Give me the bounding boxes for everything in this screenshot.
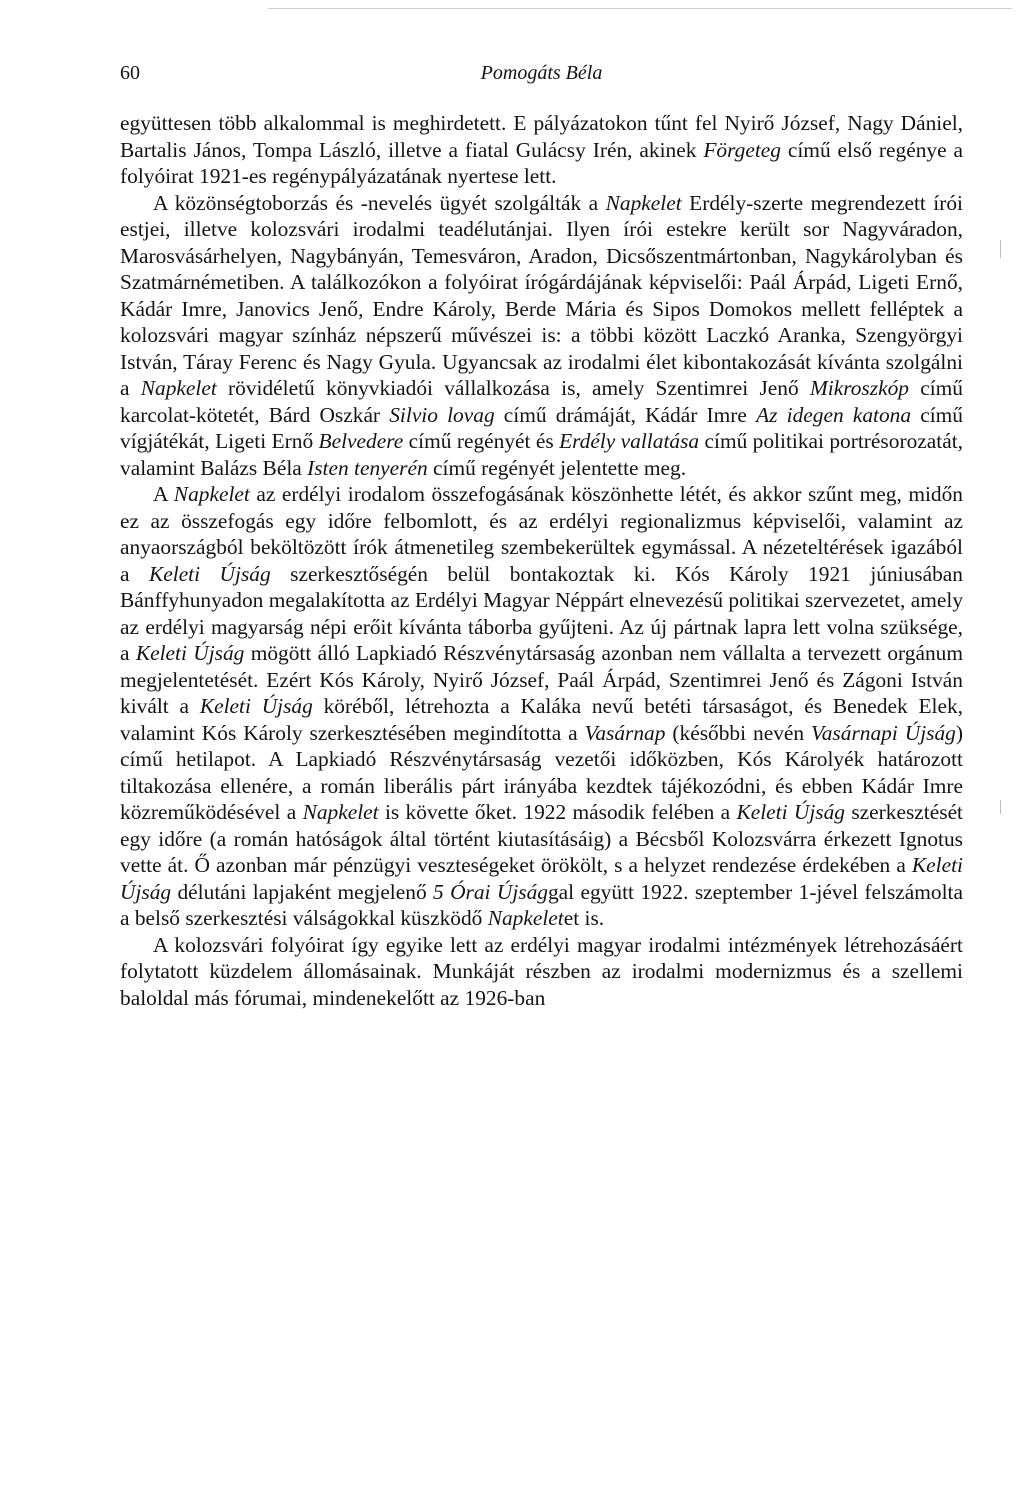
text-run: délutáni lapjaként megjelenő (171, 879, 434, 904)
text-run: című politikai portrésorozatát, valamint Balázs Béla (120, 429, 963, 480)
italic-title: Vasárnap (584, 720, 666, 745)
text-run: című drámáját, Kádár Imre (494, 402, 757, 427)
italic-title: Napkelet (140, 376, 217, 400)
text-run: című regényét és (403, 429, 560, 453)
text-run: (későbbi nevén (665, 720, 812, 745)
text-run: című karcolat-kötetét, Bárd Oszkár (120, 376, 963, 427)
text-run: című regényét jelentette meg. (427, 455, 687, 480)
paragraph (120, 110, 963, 190)
text-run: az erdélyi irodalom összefogásának köszönhette létét, és akkor szűnt meg, midőn ez az összefogás egy időre felbomlott, és az erdélyi regionalizmus képviselői, valamint az anyaországból beköltözött írók átmenetileg szembekerültek egymással. A nézeteltérések igazából a (120, 482, 963, 586)
italic-title: Belvedere (318, 429, 404, 453)
text-run: köréből, létrehozta a Kaláka nevű betéti társaságot, és Benedek Elek, valamint Kós Károly szerkesztésében megindította a (120, 694, 964, 745)
text-run: Erdély-szerte megrendezett írói estjei, illetve kolozsvári irodalmi teadélutánjai. Ilyen írói estekre került sor Nagyváradon, Marosvásárhelyen, Nagybányán, Temesváron, Aradon, Dicsőszentmártonban, Nagykárolyban és Szatmárnémetiben. A találkozókon a folyóirat írógárdájának képviselői: Paál Árpád, Ligeti Ernő, Kádár Imre, Janovics Jenő, Endre Károly, Berde Mária és Sipos Domokos mellett felléptek a kolozsvári magyar színház népszerű művészei is: a többi között Laczkó Aranka, Szengyörgyi István, Táray Ferenc és Nagy Gyula. Ugyancsak az irodalmi élet kibontakozását kívánta szolgálni a (120, 190, 964, 400)
italic-title: Az idegen katona (756, 402, 912, 427)
text-run: szerkesztését egy időre (a román hatóságok által történt kiutasításáig) a Bécsből Kolozsvárra érkezett Ignotus vette át. Ő azonban már pénzügyi veszteségeket örökölt, s a helyzet rendezése érdekében a (120, 800, 964, 877)
text-run: ) című hetilapot. A Lapkiadó Részvénytársaság vezetői időközben, Kós Károlyék határozott tiltakozása ellenére, a román liberális párt irányába kezdtek tájékozódni, és ebben Kádár Imre közreműködésével a (120, 720, 963, 824)
italic-title: Erdély vallatása (559, 429, 700, 453)
italic-title: Mikroszkóp (809, 376, 909, 400)
text-run: A (153, 482, 174, 506)
italic-title: Keleti Újság (120, 853, 963, 904)
text-run: mögött álló Lapkiadó Részvénytársaság azonban nem vállalta a tervezett orgánum megjelentetését. Ezért Kós Károly, Nyirő József, Paál Árpád, Szentimrei Jenő és Zágoni István kivált a (120, 641, 963, 718)
text-run: együttesen több alkalommal is meghirdetett. E pályázatokon tűnt fel Nyirő József, Nagy Dániel, Bartalis János, Tompa László, illetve a fiatal Gulácsy Irén, akinek (120, 111, 963, 162)
text-run: című első regénye a folyóirat 1921-es regénypályázatának nyertese lett. (120, 137, 964, 188)
text-run: című vígjátékát, Ligeti Ernő (120, 402, 963, 453)
italic-title: Napkelet (302, 800, 379, 824)
running-head: Pomogáts Béla (480, 62, 603, 84)
italic-title: Isten tenyerén (307, 455, 428, 480)
text-run: gal együtt 1922. szeptember 1-jével felszámolta a belső szerkesztési válságokkal küszködő (120, 879, 963, 930)
page-number: 60 (120, 62, 140, 84)
text-run: et is. (563, 906, 605, 930)
scan-top-rule (268, 8, 1012, 9)
italic-title: Keleti Újság (199, 694, 313, 718)
italic-title: Vasárnapi Újság (811, 720, 956, 745)
italic-title: Napkelet (487, 906, 564, 930)
text-run: szerkesztőségén belül bontakoztak ki. Kós Károly 1921 júniusában Bánffyhunyadon megalakította az Erdélyi Magyar Néppárt elnevezésű politikai szervezetet, amely az erdélyi magyarság népi erőit kívánta táborba gyűjteni. Az új pártnak lapra lett volna szüksége, a (120, 561, 964, 665)
margin-mark (1000, 800, 1001, 814)
italic-title: Napkelet (173, 482, 250, 506)
italic-title: Keleti Újság (148, 561, 271, 586)
italic-title: Silvio lovag (389, 402, 495, 427)
italic-title: Keleti Újság (736, 800, 846, 824)
body-text (120, 110, 963, 1011)
paragraph (120, 481, 963, 932)
margin-mark (1000, 240, 1001, 258)
text-run: A kolozsvári folyóirat így egyike lett az erdélyi magyar irodalmi intézmények létrehozásáért folytatott küzdelem állomásainak. Munkáját részben az irodalmi modernizmus és a szellemi baloldal más fórumai, mindenekelőtt az 1926-ban (120, 932, 963, 1010)
text-run: A közönségtoborzás és -nevelés ügyét szolgálták a (153, 190, 606, 215)
italic-title: Förgeteg (703, 137, 781, 162)
text-run: is követte őket. 1922 második felében a (378, 800, 737, 824)
italic-title: Napkelet (605, 190, 682, 215)
paragraph (120, 932, 963, 1012)
page-header (120, 62, 963, 88)
text-run: rövidéletű könyvkiadói vállalkozása is, amely Szentimrei Jenő (216, 376, 810, 400)
italic-title: 5 Órai Újság (433, 879, 548, 904)
paragraph (120, 190, 963, 482)
italic-title: Keleti Újság (135, 641, 245, 665)
